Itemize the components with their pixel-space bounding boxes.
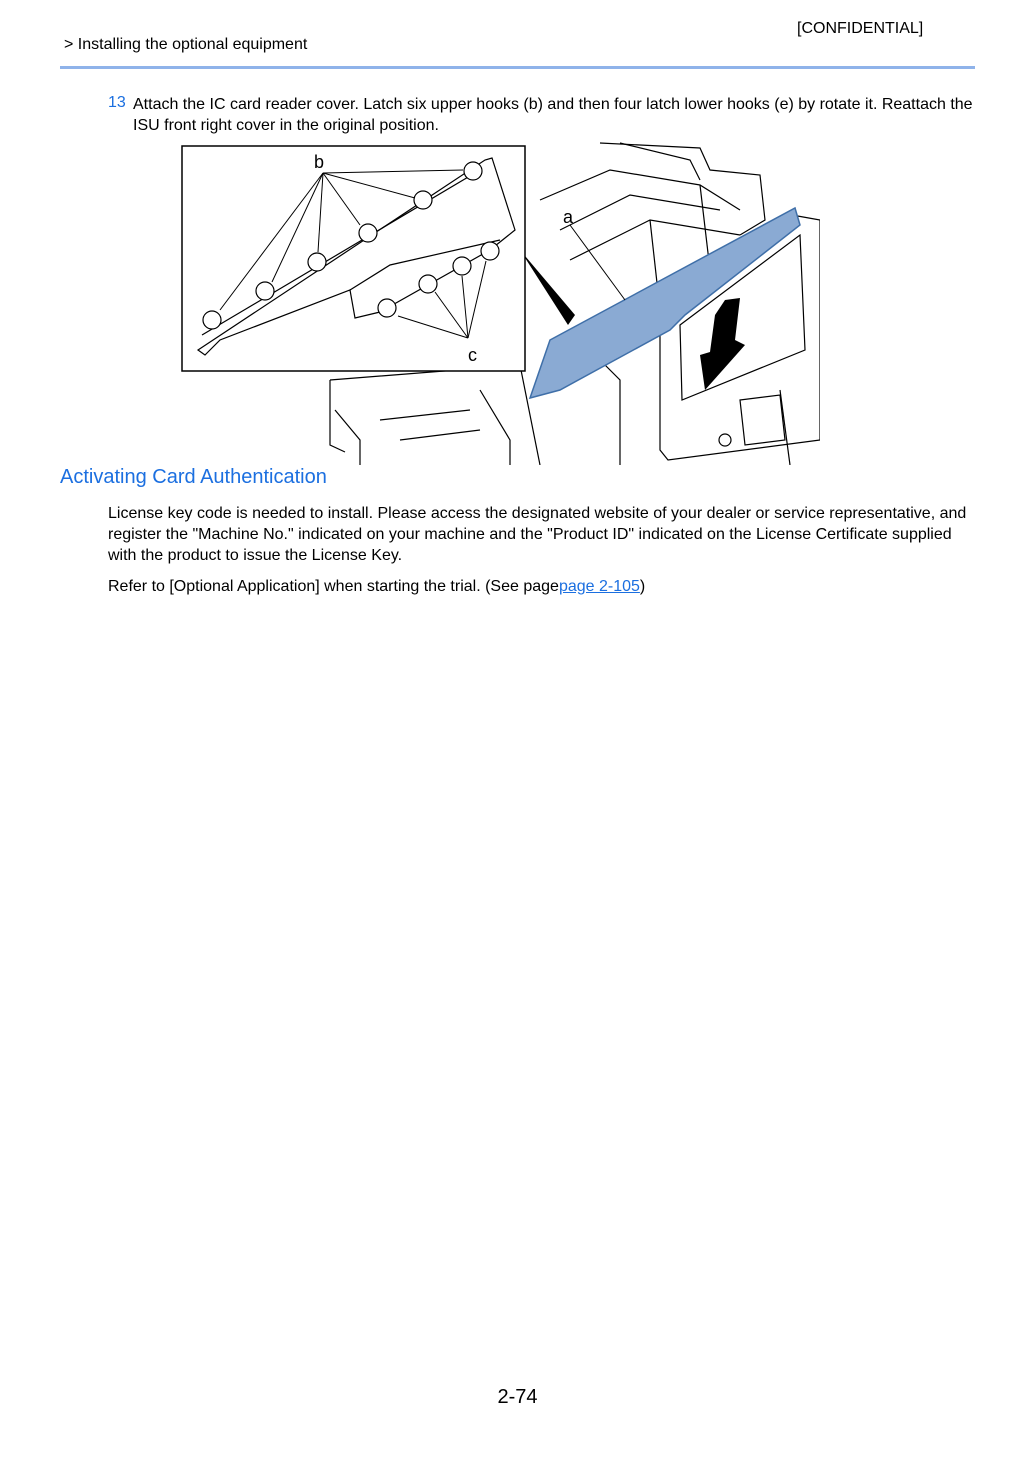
step-instruction: Attach the IC card reader cover. Latch six upper hooks (b) and then four latch lower hooks (e) by rotate it. Reattach the ISU front right cover in the original position.: [133, 96, 973, 134]
license-paragraph: License key code is needed to install. Please access the designated website of your dealer or service representative, and register the "Machine No." indicated on your machine and the "Product ID" indicated on the License Certificate supplied with the product to issue the License Key.: [108, 505, 967, 564]
breadcrumb: > Installing the optional equipment: [64, 36, 308, 53]
down-arrow-icon: [700, 298, 745, 390]
header-divider: [60, 66, 975, 69]
installation-figure: [180, 140, 820, 465]
trial-paragraph: [108, 576, 978, 597]
callout-a: a: [563, 207, 574, 227]
section-title: Activating Card Authentication: [60, 466, 327, 488]
ic-card-reader-cover: [530, 208, 800, 398]
callout-b: b: [314, 152, 325, 172]
page-reference-link[interactable]: page 2-105: [558, 578, 640, 595]
step-number: 13: [108, 94, 126, 111]
callout-c: c: [468, 345, 477, 365]
trial-text-suffix: ): [639, 578, 646, 595]
zoom-wedge: [520, 250, 575, 325]
confidential-label: [CONFIDENTIAL]: [797, 20, 924, 37]
page-number: 2-74: [497, 1386, 538, 1408]
trial-text: Refer to [Optional Application] when starting the trial. (See page: [108, 578, 559, 595]
installation-diagram: [180, 140, 820, 465]
